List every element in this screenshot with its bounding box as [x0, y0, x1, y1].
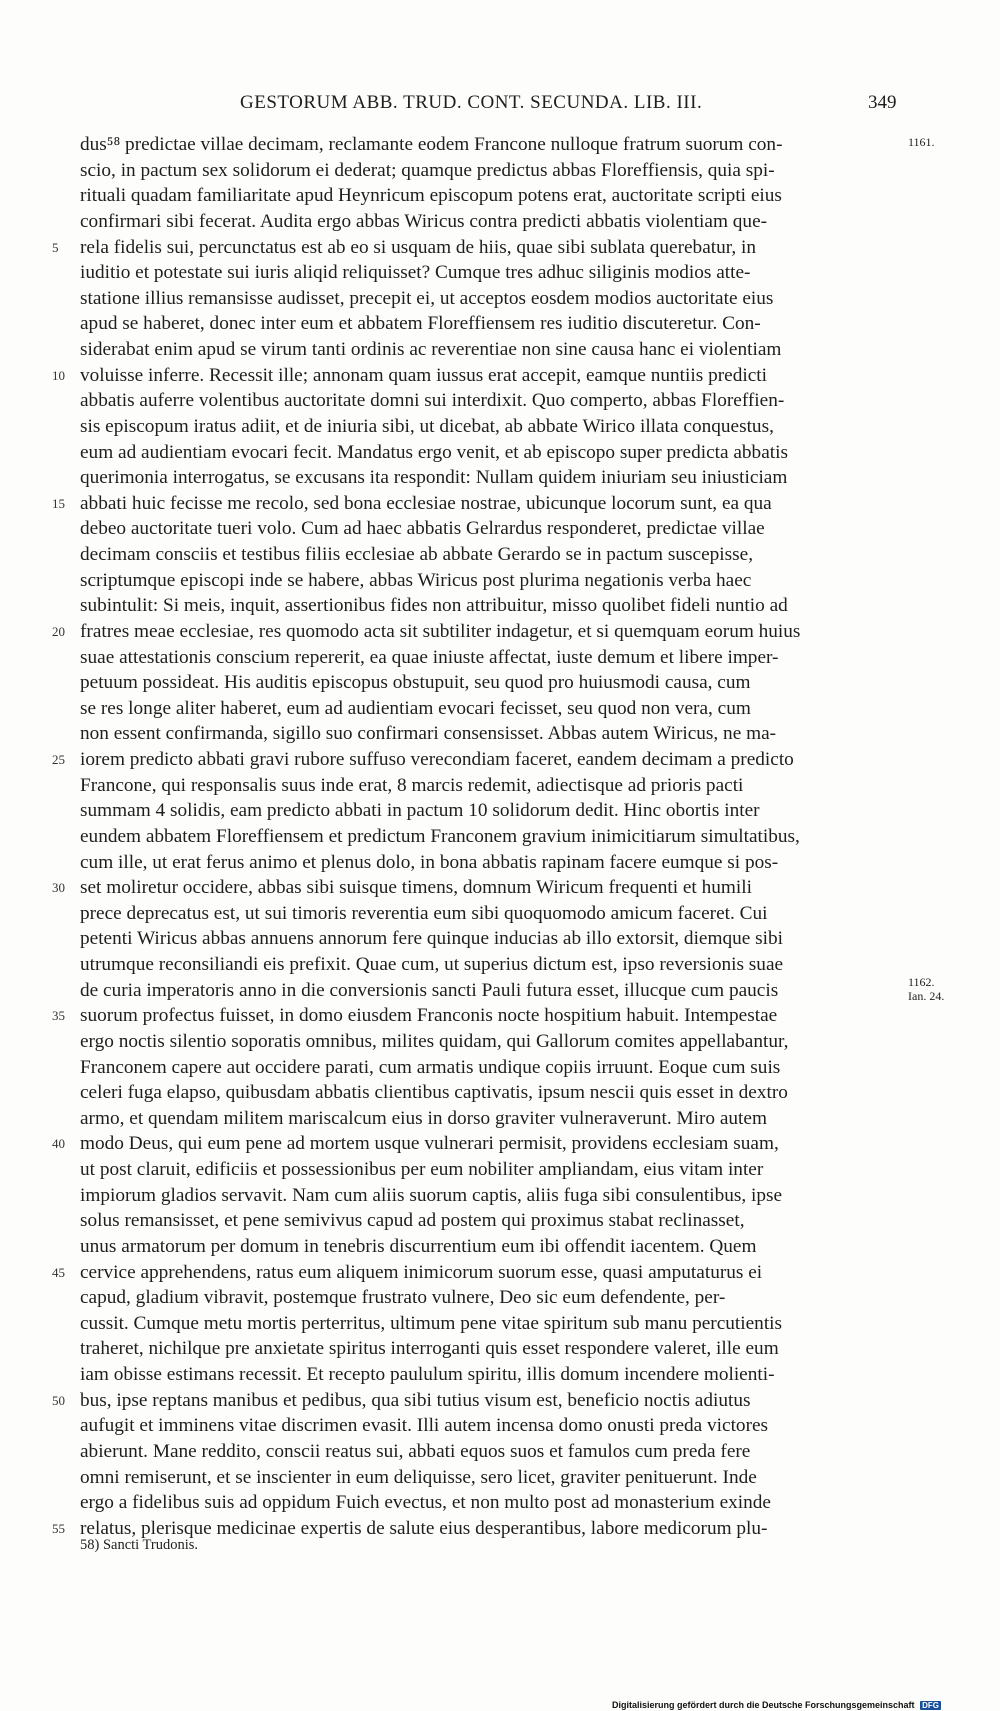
text-line: [52, 747, 898, 773]
line-text: unus armatorum per domum in tenebris discurrentium eum ibi offendit iacentem. Quem: [80, 1235, 757, 1257]
text-line: [80, 1465, 898, 1491]
text-line: [80, 568, 898, 594]
text-line: [80, 1055, 898, 1081]
text-line: [80, 721, 898, 747]
line-text: sis episcopum iratus adiit, et de iniuria sibi, ut dicebat, ab abbate Wirico illata conquestus,: [80, 415, 774, 437]
text-line: [80, 286, 898, 312]
footnote: 58) Sancti Trudonis.: [80, 1537, 199, 1553]
text-line: [80, 414, 898, 440]
digitization-text: Digitalisierung gefördert durch die Deutsche Forschungsgemeinschaft: [612, 1700, 915, 1710]
line-number: 5: [52, 239, 59, 255]
line-text: modo Deus, qui eum pene ad mortem usque vulnerari permisit, providens ecclesiam suam,: [80, 1133, 779, 1155]
line-text: scio, in pactum sex solidorum ei dederat; quamque predictus abbas Floreffiensis, quia spi-: [80, 159, 775, 181]
line-text: omni remiserunt, et se inscienter in eum deliquisse, sero licet, graviter penituerunt. Inde: [80, 1466, 757, 1488]
line-text: eum ad audientiam evocari fecit. Mandatus ergo venit, et ab episcopo super predicta abbatis: [80, 441, 788, 463]
running-header: [0, 92, 1000, 122]
digitization-credit: [612, 1700, 941, 1710]
line-text: debeo auctoritate tueri volo. Cum ad haec abbatis Gelrardus responderet, predictae villae: [80, 518, 765, 540]
text-line: [80, 1234, 898, 1260]
text-line: [80, 824, 898, 850]
line-number: 15: [52, 495, 65, 511]
text-line: [52, 619, 898, 645]
line-text: iam obisse estimans recessit. Et recepto paululum spiritu, illis domum incendere molienti-: [80, 1364, 775, 1385]
main-text-body: [52, 132, 898, 1541]
line-text: relatus, plerisque medicinae expertis de salute eius desperantibus, labore medicorum plu-: [80, 1517, 768, 1539]
line-number: 50: [52, 1392, 65, 1408]
text-line: [80, 1285, 898, 1311]
line-text: cum ille, ut erat ferus animo et plenus dolo, in bona abbatis rapinam facere eumque si pos-: [80, 851, 779, 873]
line-text: iorem predicto abbati gravi rubore suffuso verecondiam faceret, eandem decimam a predicto: [80, 749, 794, 770]
text-line: [80, 132, 898, 158]
line-text: petuum possideat. His auditis episcopus obstupuit, seu quod pro huiusmodi causa, cum: [80, 672, 751, 694]
line-text: fratres meae ecclesiae, res quomodo acta sit subtiliter indagetur, et si quemquam eorum huius: [80, 620, 801, 642]
text-line: [80, 926, 898, 952]
text-line: [80, 1157, 898, 1183]
line-text: abbatis auferre volentibus auctoritate domni sui interdixit. Quo comperto, abbas Floreffien-: [80, 390, 785, 412]
line-number: 10: [52, 367, 65, 383]
line-text: de curia imperatoris anno in die conversionis sancti Pauli futura esset, illucque cum paucis: [80, 979, 779, 1001]
text-line: [80, 773, 898, 799]
text-line: [80, 1336, 898, 1362]
text-line: [80, 850, 898, 876]
line-text: rela fidelis sui, percunctatus est ab eo si usquam de hiis, quae sibi sublata querebatur, in: [80, 236, 757, 258]
line-text: set moliretur occidere, abbas sibi suisque timens, domnum Wiricum frequenti et humili: [80, 877, 752, 899]
line-text: suae attestationis conscium repererit, ea quae iniuste affectat, iuste demum et libere imper-: [80, 646, 779, 668]
line-text: apud se haberet, donec inter eum et abbatem Floreffiensem res iuditio discuteretur. Con-: [80, 313, 761, 335]
line-text: suorum profectus fuisset, in domo eiusdem Franconis nocte hospitium habuit. Intempestae: [80, 1005, 778, 1027]
text-line: [80, 1208, 898, 1234]
line-text: ergo a fidelibus suis ad oppidum Fuich evectus, et non multo post ad monasterium exinde: [80, 1492, 771, 1514]
line-text: siderabat enim apud se virum tanti ordinis ac reverentiae non sine causa hanc ei violentiam: [80, 339, 782, 360]
line-text: ergo noctis silentio soporatis omnibus, milites quidam, qui Gallorum comites appellabantur,: [80, 1030, 789, 1052]
margin-year-1161: 1161.: [908, 135, 935, 149]
line-text: non essent confirmanda, sigillo suo confirmari consensisset. Abbas autem Wiricus, ne ma-: [80, 723, 777, 745]
running-title: GESTORUM ABB. TRUD. CONT. SECUNDA. LIB. III.: [240, 92, 703, 113]
text-line: [80, 1311, 898, 1337]
text-line: [80, 542, 898, 568]
text-line: [80, 158, 898, 184]
line-text: eundem abbatem Floreffiensem et predictum Franconem gravium inimicitiarum simultatibus,: [80, 825, 800, 847]
text-line: [52, 1388, 898, 1414]
line-text: scriptumque episcopi inde se habere, abbas Wiricus post plurima negationis verba haec: [80, 569, 752, 591]
text-line: [80, 952, 898, 978]
line-number: 45: [52, 1264, 65, 1280]
line-text: abbati huic fecisse me recolo, sed bona ecclesiae nostrae, ubicunque locorum sunt, ea qua: [80, 492, 772, 514]
line-text: summam 4 solidis, eam predicto abbati in pactum 10 solidorum dedit. Hinc obortis inter: [80, 800, 760, 822]
line-text: prece deprecatus est, ut sui timoris reverentia eum sibi quoquomodo amicum faceret. Cui: [80, 902, 768, 924]
text-line: [80, 1362, 898, 1388]
text-line: [80, 1080, 898, 1106]
dfg-logo: DFG: [922, 1701, 939, 1710]
line-text: traheret, nichilque pre anxietate spiritus interroganti quis esset respondere valeret, ille eum: [80, 1338, 779, 1360]
line-number: 25: [52, 752, 65, 767]
margin-year-1162: 1162.: [908, 975, 935, 989]
text-line: [52, 1003, 898, 1029]
margin-date: Ian. 24.: [908, 989, 945, 1003]
text-line: [80, 1439, 898, 1465]
text-line: [80, 1490, 898, 1516]
text-line: [80, 209, 898, 235]
line-text: celeri fuga elapso, quibusdam abbatis clientibus captivatis, ipsum nescii quis esset in dextro: [80, 1082, 788, 1104]
line-text: Franconem capere aut occidere parati, cum armatis undique copiis irruunt. Eoque cum suis: [80, 1056, 781, 1078]
text-line: [80, 901, 898, 927]
line-number: 55: [52, 1520, 65, 1536]
text-line: [80, 1106, 898, 1132]
text-line: [80, 311, 898, 337]
text-line: [80, 1413, 898, 1439]
text-line: [52, 235, 898, 261]
line-text: confirmari sibi fecerat. Audita ergo abbas Wiricus contra predicti abbatis violentiam que-: [80, 210, 768, 232]
text-line: [52, 875, 898, 901]
line-text: cussit. Cumque metu mortis perterritus, ultimum pene vitae spiritum sub manu percutientis: [80, 1312, 783, 1334]
text-line: [80, 388, 898, 414]
text-line: [80, 183, 898, 209]
line-text: impiorum gladios servavit. Nam cum aliis suorum captis, aliis fuga sibi consulentibus, ipse: [80, 1184, 783, 1206]
line-text: querimonia interrogatus, se excusans ita respondit: Nullam quidem iniuriam seu iniusticiam: [80, 467, 788, 489]
text-line: [80, 593, 898, 619]
text-line: [52, 491, 898, 517]
text-line: [80, 260, 898, 286]
line-text: capud, gladium vibravit, postemque frustrato vulnere, Deo sic eum defendente, per-: [80, 1287, 726, 1309]
line-number: 20: [52, 623, 65, 639]
text-line: [80, 645, 898, 671]
text-line: [80, 516, 898, 542]
line-text: rituali quadam familiaritate apud Heynricum episcopum potens erat, auctoritate scripti eius: [80, 185, 782, 207]
text-line: [80, 670, 898, 696]
line-text: se res longe aliter haberet, eum ad audientiam evocari fecisset, seu quod non vera, cum: [80, 697, 751, 719]
line-text: utrumque reconsiliandi eis prefixit. Quae cum, ut superius dictum est, ipso reversionis suae: [80, 954, 784, 975]
line-text: petenti Wiricus abbas annuens annorum fere quinque inducias ab illo extorsit, diemque sibi: [80, 928, 783, 950]
line-text: aufugit et imminens vitae discrimen evasit. Illi autem incensa domo onusti preda victores: [80, 1415, 769, 1437]
text-line: [52, 1260, 898, 1286]
line-number: 35: [52, 1008, 65, 1024]
line-text: subintulit: Si meis, inquit, assertionibus fides non attribuitur, misso quolibet fideli nuntio ad: [80, 595, 788, 617]
page-number: 349: [868, 92, 897, 113]
line-text: bus, ipse reptans manibus et pedibus, qua sibi tutius visum est, beneficio noctis adiutus: [80, 1389, 751, 1411]
line-text: solus remansisset, et pene semivivus capud ad postem qui proximus stabat reclinasset,: [80, 1210, 745, 1232]
line-text: abierunt. Mane reddito, conscii reatus sui, abbati equos suos et famulos cum preda fere: [80, 1440, 751, 1462]
text-line: [80, 337, 898, 363]
line-number: 30: [52, 880, 65, 896]
line-text: ut post claruit, edificiis et possessionibus per eum nobiliter ampliandam, eius vitam inter: [80, 1159, 764, 1180]
text-line: [80, 798, 898, 824]
text-line: [52, 1131, 898, 1157]
line-text: armo, et quendam militem mariscalcum eius in dorso graviter vulneraverunt. Miro autem: [80, 1107, 767, 1129]
line-text: cervice apprehendens, ratus eum aliquem inimicorum suorum esse, quasi amputaturus ei: [80, 1261, 763, 1283]
line-text: dus⁵⁸ predictae villae decimam, reclamante eodem Francone nulloque fratrum suorum con-: [80, 134, 783, 155]
text-line: [80, 978, 898, 1004]
line-text: decimam consciis et testibus filiis ecclesiae ab abbate Gerardo se in pactum suscepisse,: [80, 544, 754, 565]
text-line: [52, 1516, 898, 1542]
line-text: iuditio et potestate sui iuris aliqid reliquisset? Cumque tres adhuc siliginis modios atte-: [80, 262, 751, 284]
text-line: [52, 363, 898, 389]
text-line: [80, 1183, 898, 1209]
line-text: statione illius remansisse audisset, precepit ei, ut acceptos eosdem modios auctoritate eius: [80, 287, 774, 309]
text-line: [80, 1029, 898, 1055]
line-text: Francone, qui responsalis suus inde erat, 8 marcis redemit, adiectisque ad prioris pacti: [80, 774, 744, 796]
text-line: [80, 440, 898, 466]
line-number: 40: [52, 1136, 65, 1152]
text-line: [80, 465, 898, 491]
line-text: voluisse inferre. Recessit ille; annonam quam iussus erat accepit, eamque nuntiis predicti: [80, 364, 767, 386]
text-line: [80, 696, 898, 722]
